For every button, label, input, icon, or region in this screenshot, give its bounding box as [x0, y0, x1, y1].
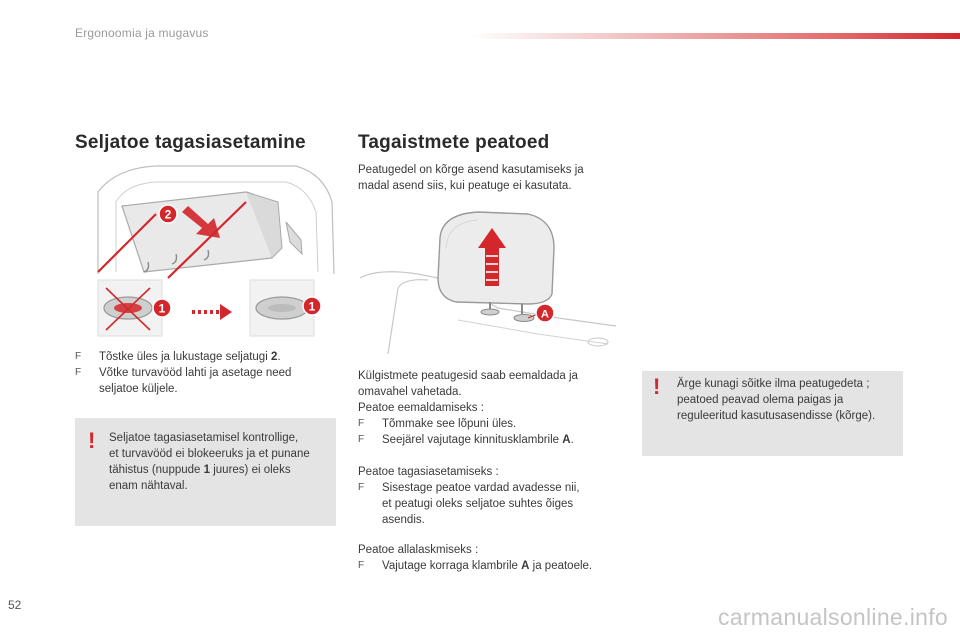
headrest-removable-text: Külgistmete peatugesid saab eemaldada ja omavahel vahetada. Peatoe eemaldamiseks : [358, 368, 620, 416]
seat-back-step: F Võtke turvavööd lahti ja asetage need seljatoe küljele. [75, 365, 330, 397]
lower-step: F Vajutage korraga klambrile A ja peatoele. [358, 558, 620, 574]
headrest-illustration [358, 208, 620, 358]
headrest-title: Tagaistmete peatoed [358, 132, 550, 153]
page-number: 52 [8, 598, 22, 612]
callout-1b-label: 1 [308, 299, 316, 314]
seat-back-illustration [96, 162, 336, 338]
callout-2-label: 2 [164, 207, 172, 222]
seat-back-warning-text: Seljatoe tagasiasetamisel kontrollige, et turvavööd ei blokeeruks ja et punane tähistus (nuppude 1 juures) ei oleks enam nähtaval. [109, 432, 310, 492]
seat-back-steps [75, 349, 330, 397]
exclamation-icon: ! [88, 428, 96, 453]
header-accent-bar [470, 33, 960, 39]
seat-back-step: F Tõstke üles ja lukustage seljatugi 2. [75, 349, 330, 365]
seat-back-title: Seljatoe tagasiasetamine [75, 132, 306, 153]
remove-heading: Peatoe eemaldamiseks : [358, 402, 484, 414]
lower-heading: Peatoe allalaskmiseks : [358, 544, 479, 556]
refit-step: F Sisestage peatoe vardad avadesse nii, et peatugi oleks seljatoe suhtes õiges asendis. [358, 480, 620, 528]
section-header: Ergonoomia ja mugavus [75, 26, 209, 40]
remove-step: F Seejärel vajutage kinnitusklambrile A. [358, 432, 620, 448]
callout-1a-label: 1 [158, 301, 166, 316]
remove-steps [358, 416, 620, 448]
watermark: carmanualsonline.info [717, 604, 948, 630]
headrest-warning-text: Ärge kunagi sõitke ilma peatugedeta ; peatoed peavad olema paigas ja reguleeritud kasutusasendisse (kõrge). [677, 378, 876, 422]
exclamation-icon: ! [653, 374, 661, 399]
refit-heading: Peatoe tagasiasetamiseks : [358, 466, 499, 478]
headrest-intro: Peatugedel on kõrge asend kasutamiseks ja madal asend siis, kui peatuge ei kasutata. [358, 164, 584, 192]
lower-steps [358, 558, 620, 574]
callout-a-label: A [541, 308, 549, 321]
remove-step: F Tõmmake see lõpuni üles. [358, 416, 620, 432]
refit-steps [358, 480, 620, 528]
